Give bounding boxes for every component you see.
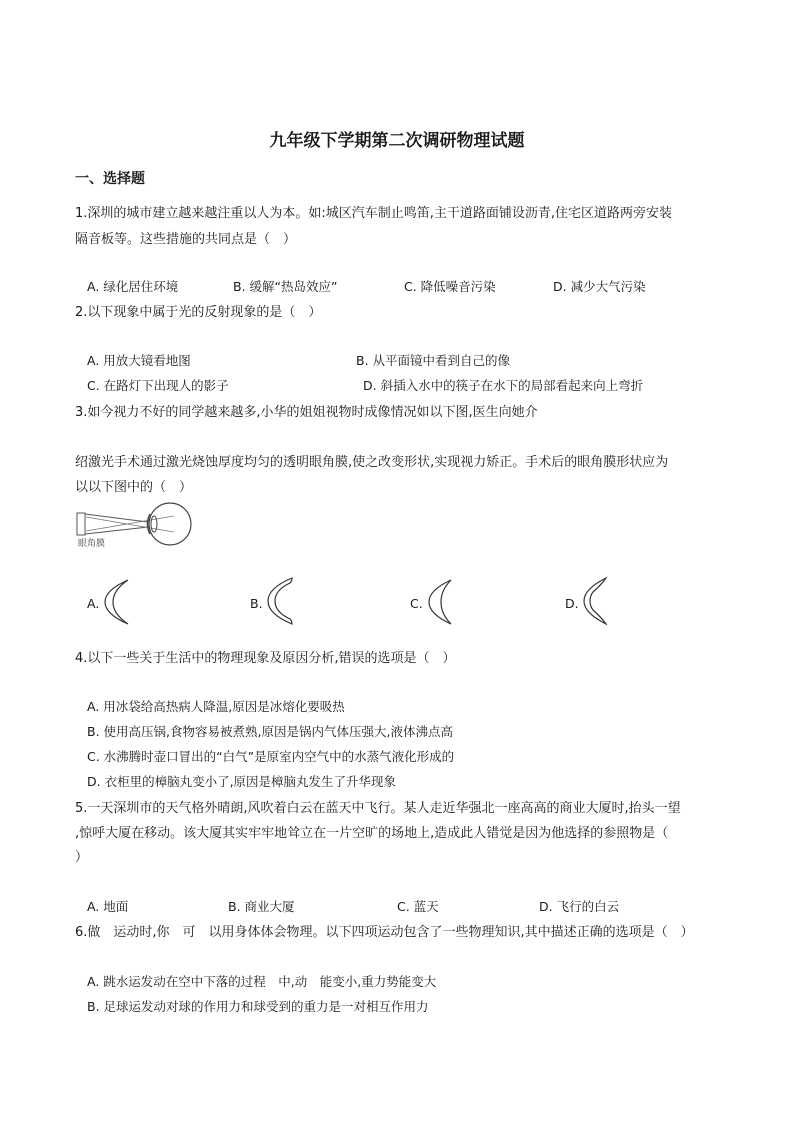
question-1-line-2: 隔音板等。这些措施的共同点是（ ）: [75, 232, 297, 247]
q1-option-d: D. 减少大气污染: [553, 279, 646, 294]
question-3-line-3: 以以下图中的（ ）: [75, 480, 193, 495]
question-5-line-1: 5.一天深圳市的天气格外晴朗,风吹着白云在蓝天中飞行。某人走近华强北一座高高的商业大厦时,抬头一望: [75, 801, 681, 816]
q4-option-d: D. 衣柜里的樟脑丸变小了,原因是樟脑丸发生了升华现象: [87, 774, 397, 789]
q2-option-d: D. 斜插入水中的筷子在水下的局部看起来向上弯折: [363, 378, 644, 393]
q3-option-c: C.: [410, 596, 423, 611]
question-1-line-1: 1.深圳的城市建立越来越注重以人为本。如:城区汽车制止鸣笛,主干道路面铺设沥青,住宅区道路两旁安装: [75, 206, 673, 221]
question-3-line-1: 3.如今视力不好的同学越来越多,小华的姐姐视物时成像情况如以下图,医生向她介: [75, 405, 538, 420]
q4-option-c: C. 水沸腾时壶口冒出的“白气”是原室内空气中的水蒸气液化形成的: [87, 749, 455, 764]
q5-option-d: D. 飞行的白云: [539, 899, 620, 914]
q5-option-b: B. 商业大厦: [228, 899, 295, 914]
q6-option-a: A. 跳水运发动在空中下落的过程 中,动 能变小,重力势能变大: [87, 974, 437, 989]
q2-option-a: A. 用放大镜看地图: [87, 353, 191, 368]
q6-option-b: B. 足球运发动对球的作用力和球受到的重力是一对相互作用力: [87, 999, 429, 1014]
cornea-shape-d: [581, 576, 611, 626]
page-title: 九年级下学期第二次调研物理试题: [269, 131, 525, 151]
q2-option-c: C. 在路灯下出现人的影子: [87, 378, 229, 393]
cornea-shape-a: [101, 578, 131, 626]
q4-option-b: B. 使用高压锅,食物容易被煮熟,原因是锅内气体压强大,液体沸点高: [87, 724, 453, 739]
cornea-shape-b: [266, 576, 296, 626]
question-3-line-2: 绍激光手术通过激光烧蚀厚度均匀的透明眼角膜,使之改变形状,实现视力矫正。手术后的眼角膜形状应为: [75, 455, 669, 470]
question-4-line-1: 4.以下一些关于生活中的物理现象及原因分析,错误的选项是（ ）: [75, 651, 456, 666]
q1-option-b: B. 缓解“热岛效应”: [233, 279, 338, 294]
question-2-line-1: 2.以下现象中属于光的反射现象的是（ ）: [75, 305, 322, 320]
question-6-line-1: 6.做 运动时,你 可 以用身体体会物理。以下四项运动包含了一些物理知识,其中描述正确的选项是（ ）: [75, 925, 694, 940]
q1-option-a: A. 绿化居住环境: [87, 279, 179, 294]
q2-option-b: B. 从平面镜中看到自己的像: [356, 353, 511, 368]
question-5-line-2: ,惊呼大厦在移动。该大厦其实牢牢地耸立在一片空旷的场地上,造成此人错觉是因为他选择的参照物是（: [75, 826, 669, 841]
q4-option-a: A. 用冰袋给高热病人降温,原因是冰熔化要吸热: [87, 699, 345, 714]
figure-label-cornea: 眼角膜: [78, 539, 106, 549]
q1-option-c: C. 降低噪音污染: [404, 279, 496, 294]
q5-option-c: C. 蓝天: [397, 899, 439, 914]
question-5-line-3: ）: [75, 850, 89, 865]
q3-option-a: A.: [87, 596, 100, 611]
cornea-shape-c: [425, 578, 455, 626]
section-heading: 一、选择题: [75, 171, 145, 187]
q3-option-d: D.: [565, 596, 579, 611]
q5-option-a: A. 地面: [87, 899, 129, 914]
q3-option-b: B.: [250, 596, 263, 611]
